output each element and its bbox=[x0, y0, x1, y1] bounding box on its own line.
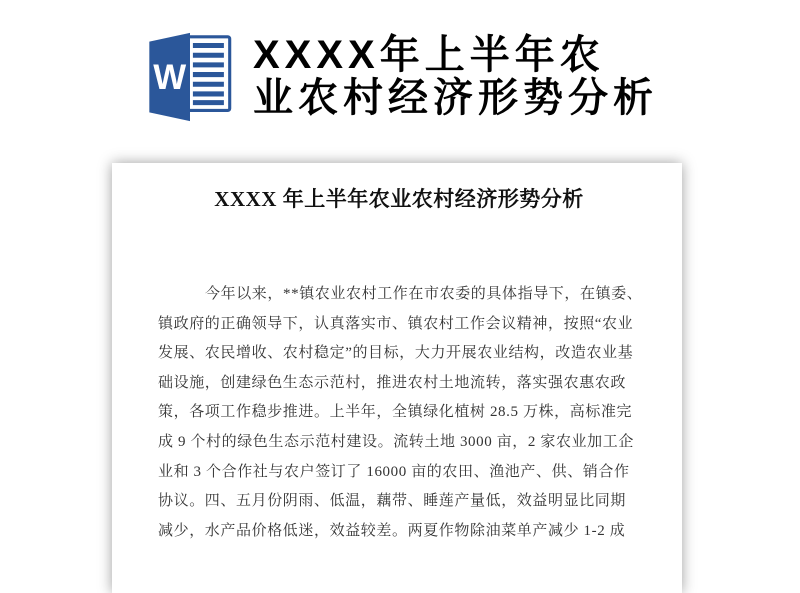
word-icon-letter: W bbox=[153, 58, 187, 98]
word-icon-graphic bbox=[146, 31, 234, 123]
document-body-line: 础设施，创建绿色生态示范村，推进农村土地流转，落实强农惠农政 bbox=[158, 374, 627, 391]
document-preview-page bbox=[112, 163, 682, 593]
document-body-line: 减少，水产品价格低迷，效益较差。两夏作物除油菜单产减少 1-2 成 bbox=[158, 522, 626, 539]
page-title-line1: XXXX年上半年农 bbox=[253, 33, 605, 77]
document-body-line: 策，各项工作稳步推进。上半年，全镇绿化植树 28.5 万株，高标准完 bbox=[158, 404, 633, 421]
document-body-line: 镇政府的正确领导下，认真落实市、镇农村工作会议精神，按照“农业 bbox=[158, 315, 634, 332]
page-title-line2: 业农村经济形势分析 bbox=[253, 76, 658, 120]
document-body-line: 协议。四、五月份阴雨、低温，藕带、睡莲产量低，效益明显比同期 bbox=[158, 493, 627, 510]
page-title bbox=[253, 34, 658, 120]
document-body-line: 成 9 个村的绿色生态示范村建设。流转土地 3000 亩，2 家农业加工企 bbox=[158, 433, 634, 450]
word-file-icon bbox=[146, 31, 234, 123]
document-body-line: 业和 3 个合作社与农户签订了 16000 亩的农田、渔池产、供、销合作 bbox=[158, 463, 630, 480]
document-title: XXXX 年上半年农业农村经济形势分析 bbox=[214, 187, 584, 211]
document-body-line: 今年以来，**镇农业农村工作在市农委的具体指导下，在镇委、 bbox=[205, 286, 643, 302]
document-body-line: 发展、农民增收、农村稳定”的目标，大力开展农业结构，改造农业基 bbox=[158, 345, 634, 362]
document-body bbox=[158, 280, 643, 546]
